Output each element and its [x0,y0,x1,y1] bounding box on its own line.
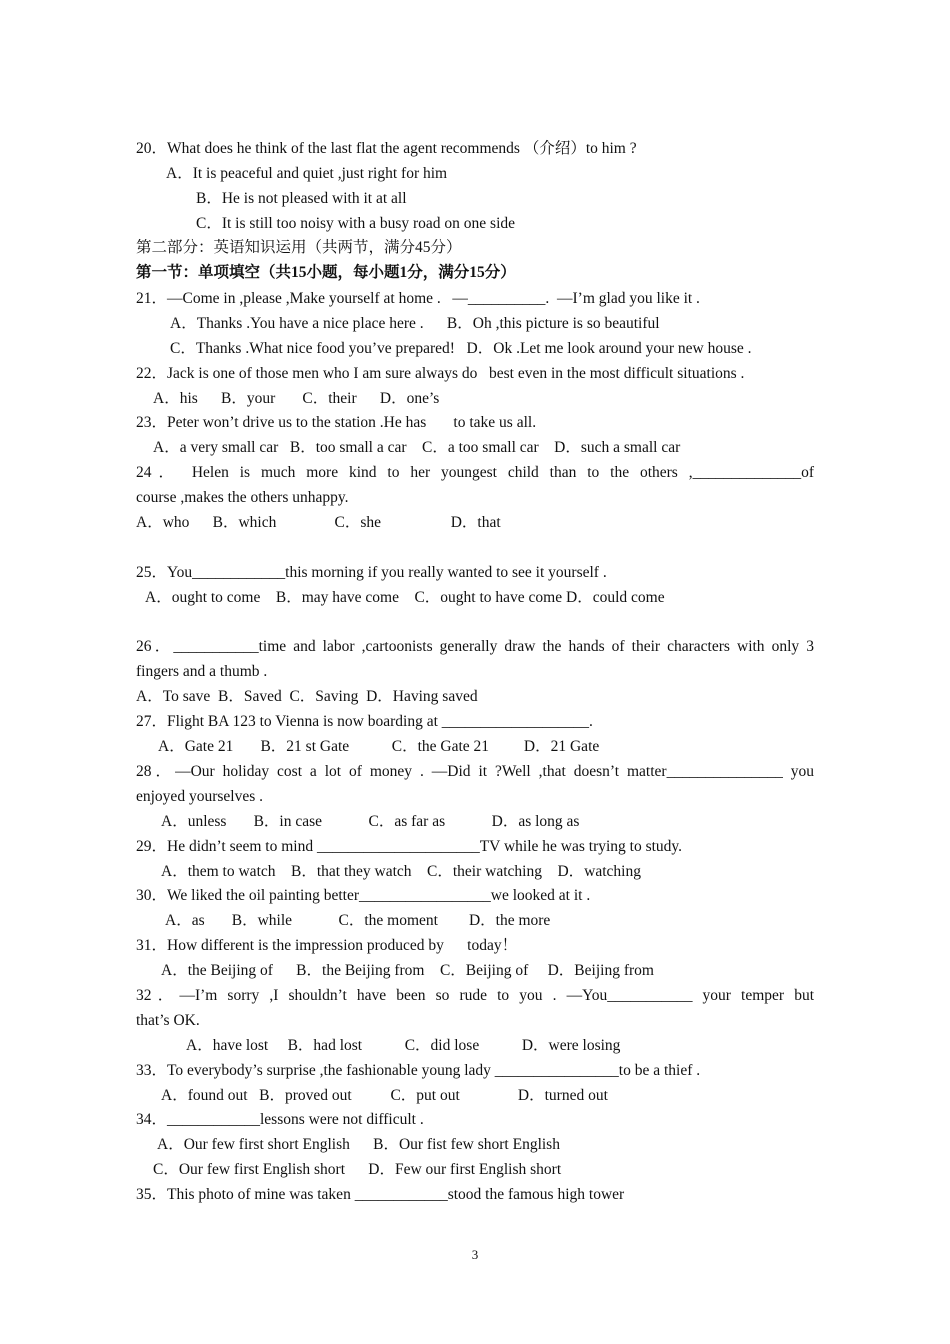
q34-stem: 34．____________lessons were not difficult . [136,1111,424,1128]
q27-options: A．Gate 21 B．21 st Gate C．the Gate 21 D．21 Gate [158,738,600,755]
q26-stem-line1: 26．___________time and labor ,cartoonists generally draw the hands of their characters with only 3 [136,638,814,655]
q25-stem: 25．You____________this morning if you really wanted to see it yourself . [136,564,607,581]
q28-options: A．unless B．in case C．as far as D．as long as [161,813,580,830]
q29-stem: 29．He didn’t seem to mind _____________________TV while he was trying to study. [136,838,683,855]
section1-heading: 第一节：单项填空（共15小题，每小题1分，满分15分） [136,264,516,281]
q29-options: A．them to watch B．that they watch C．their watching D．watching [161,863,641,880]
q27-stem: 27．Flight BA 123 to Vienna is now boarding at ___________________. [136,713,593,730]
q20-option-c: C．It is still too noisy with a busy road on one side [196,215,516,232]
q20-option-a: A．It is peaceful and quiet ,just right for him [166,165,448,182]
q32-stem-line2: that’s OK. [136,1012,200,1029]
q31-stem: 31．How different is the impression produced by today！ [136,937,518,954]
q24-options: A．who B．which C．she D．that [136,514,501,531]
q23-options: A．a very small car B．too small a car C．a too small car D．such a small car [153,439,681,456]
q21-stem: 21．—Come in ,please ,Make yourself at home . —__________. —I’m glad you like it . [136,290,700,307]
q22-options: A．his B．your C．their D．one’s [153,390,440,407]
q20-stem: 20．What does he think of the last flat the agent recommends （介绍）to him ? [136,140,637,157]
q32-stem-line1: 32．—I’m sorry ,I shouldn’t have been so rude to you . —You___________ your temper but [136,987,814,1004]
q28-stem-line1: 28．—Our holiday cost a lot of money . —Did it ?Well ,that doesn’t matter_______________ you [136,763,814,780]
q31-options: A．the Beijing of B．the Beijing from C．Beijing of D．Beijing from [161,962,654,979]
q35-stem: 35．This photo of mine was taken ____________stood the famous high tower [136,1186,625,1203]
q33-options: A．found out B．proved out C．put out D．turned out [161,1087,608,1104]
q25-options: A．ought to come B．may have come C．ought to have come D．could come [145,589,665,606]
q28-stem-line2: enjoyed yourselves . [136,788,263,805]
q34-options-ab: A．Our few first short English B．Our fist few short English [157,1136,560,1153]
q26-stem-line2: fingers and a thumb . [136,663,268,680]
q22-stem: 22．Jack is one of those men who I am sure always do best even in the most difficult situations . [136,365,745,382]
q20-option-b: B．He is not pleased with it at all [196,190,407,207]
page-number: 3 [471,1247,479,1262]
q26-options: A．To save B．Saved C．Saving D．Having saved [136,688,478,705]
q24-stem-line2: course ,makes the others unhappy. [136,489,349,506]
q21-options-ab: A．Thanks .You have a nice place here . B．Oh ,this picture is so beautiful [170,315,660,332]
q24-stem-line1: 24． Helen is much more kind to her youngest child than to the others ,______________of [136,464,814,481]
q30-options: A．as B．while C．the moment D．the more [165,912,551,929]
q32-options: A．have lost B．had lost C．did lose D．were losing [186,1037,621,1054]
q30-stem: 30．We liked the oil painting better_________________we looked at it . [136,887,591,904]
q34-options-cd: C．Our few first English short D．Few our first English short [153,1161,562,1178]
part2-heading: 第二部分：英语知识运用（共两节，满分45分） [136,239,462,256]
q33-stem: 33．To everybody’s surprise ,the fashionable young lady ________________to be a thief . [136,1062,701,1079]
q21-options-cd: C．Thanks .What nice food you’ve prepared! D．Ok .Let me look around your new house . [170,340,752,357]
q23-stem: 23．Peter won’t drive us to the station .He has to take us all. [136,414,537,431]
